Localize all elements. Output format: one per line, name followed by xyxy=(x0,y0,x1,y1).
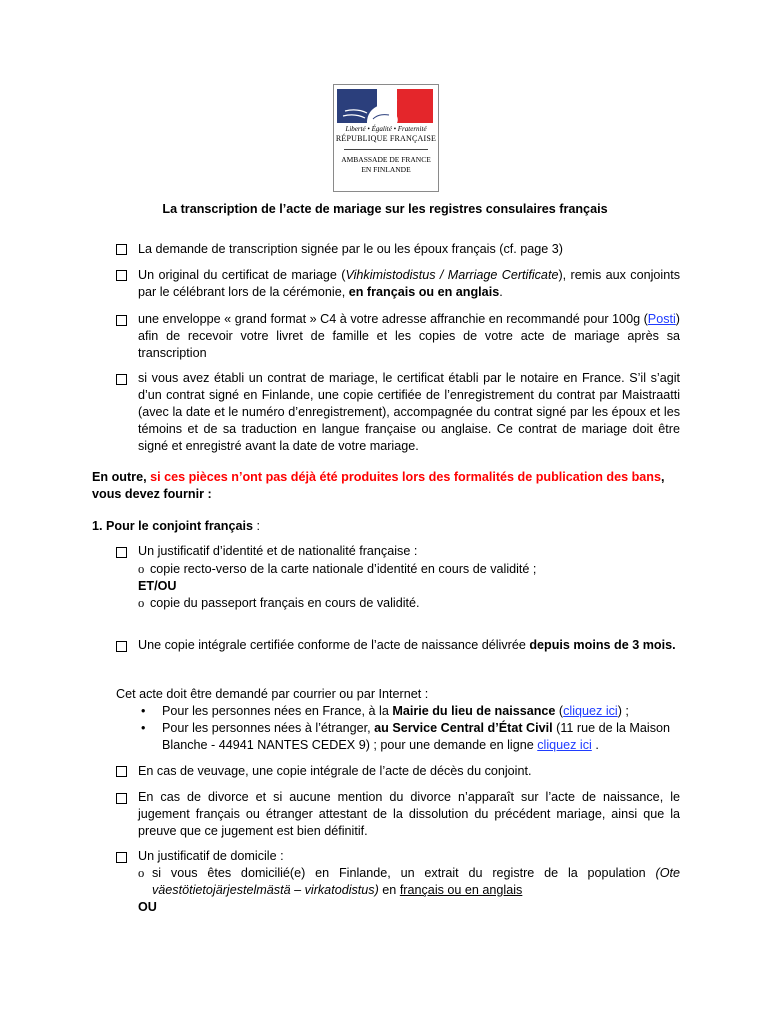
section-1-title: 1. Pour le conjoint français xyxy=(92,519,253,533)
identite-etou: ET/OU xyxy=(138,579,177,593)
bullet-2: • xyxy=(141,721,146,735)
bullet-1-b: ( xyxy=(555,704,564,718)
item-naissance xyxy=(138,637,680,654)
item-contrat: si vous avez établi un contrat de mariage, le certificat établi par le notaire en France. S’il s’agit d’un contrat signé en Finlande, une copie certifiée de l’enregistrement du contrat par Maistraatti (avec la date et le numéro d’enregistrement), accompagnée du contrat signé par les époux et les témoins et de sa traduction en langue française ou anglaise. Ce contrat de mariage doit être signé et enregistré avant la date de votre mariage. xyxy=(138,371,680,453)
enveloppe-text-a: une enveloppe « grand format » C4 à votre adresse affranchie en recommandé pour 100g ( xyxy=(138,312,648,326)
logo-divider xyxy=(344,149,428,150)
bullet-1: • xyxy=(141,704,146,718)
naissance-bold: depuis moins de 3 mois. xyxy=(529,638,676,652)
checkbox-divorce[interactable] xyxy=(116,793,127,804)
domicile-ou: OU xyxy=(138,900,157,914)
certificat-text-a: Un original du certificat de mariage ( xyxy=(138,268,346,282)
domicile-label: Un justificatif de domicile : xyxy=(138,849,284,863)
checkbox-contrat[interactable] xyxy=(116,374,127,385)
item-enveloppe xyxy=(138,311,680,362)
bullet-1-bold: Mairie du lieu de naissance xyxy=(392,704,556,718)
certificat-italic: Vihkimistodistus / Marriage Certificate xyxy=(345,268,559,282)
bullet-1-a: Pour les personnes nées en France, à la xyxy=(162,704,393,718)
certificat-text-c: . xyxy=(499,285,503,299)
bullet-2-b: (11 rue de la Maison Blanche - 44941 NANTES CEDEX 9) ; pour une demande en ligne xyxy=(162,721,670,752)
checkbox-certificat[interactable] xyxy=(116,270,127,281)
en-outre-paragraph xyxy=(92,469,692,503)
section-1-colon: : xyxy=(252,519,260,533)
bullet-2-a: Pour les personnes nées à l’étranger, xyxy=(162,721,375,735)
checkbox-identite[interactable] xyxy=(116,547,127,558)
logo-embassy xyxy=(334,155,438,175)
certificat-text-b: ), remis aux conjoints par le célébrant lors de la cérémonie, xyxy=(138,268,681,299)
bullet-2-text xyxy=(162,720,682,754)
en-outre-comma: , xyxy=(660,470,665,484)
identite-label: Un justificatif d’identité et de nationalité française : xyxy=(138,544,418,558)
embassy-line-1: AMBASSADE DE FRANCE xyxy=(341,155,431,164)
identite-option-2 xyxy=(138,595,420,612)
bullet-2-bold: au Service Central d’État Civil xyxy=(374,721,553,735)
logo-devise: Liberté • Égalité • Fraternité xyxy=(345,125,427,133)
logo-republique: RÉPUBLIQUE FRANÇAISE xyxy=(335,134,437,143)
identite-option-2-marker: o xyxy=(138,596,145,610)
checkbox-veuvage[interactable] xyxy=(116,766,127,777)
embassy-logo xyxy=(333,84,439,192)
domicile-option xyxy=(152,865,680,899)
page-title: La transcription de l’acte de mariage sur les registres consulaires français xyxy=(162,202,608,216)
mairie-link[interactable]: cliquez ici xyxy=(563,704,618,718)
posti-link[interactable]: Posti xyxy=(647,312,676,326)
domicile-text-b: en xyxy=(378,883,400,897)
bullet-1-c: ) ; xyxy=(617,704,629,718)
item-demande: La demande de transcription signée par le ou les époux français (cf. page 3) xyxy=(138,242,563,256)
item-veuvage: En cas de veuvage, une copie intégrale de l’acte de décès du conjoint. xyxy=(138,764,532,778)
enveloppe-text-b: ) afin de recevoir votre livret de famille et les copies de votre acte de mariage après sa transcription xyxy=(138,312,680,360)
section-1-heading xyxy=(92,518,260,535)
checkbox-demande[interactable] xyxy=(116,244,127,255)
checkbox-naissance[interactable] xyxy=(116,641,127,652)
domicile-underline: français ou en anglais xyxy=(399,883,523,897)
identite-option-1-text: copie recto-verso de la carte nationale d’identité en cours de validité ; xyxy=(150,562,537,576)
checkbox-enveloppe[interactable] xyxy=(116,315,127,326)
en-outre-lead: En outre, xyxy=(92,470,151,484)
scec-link[interactable]: cliquez ici xyxy=(537,738,592,752)
marianne-flag-icon xyxy=(337,89,433,123)
en-outre-line2: vous devez fournir : xyxy=(92,487,212,501)
certificat-bold: en français ou en anglais xyxy=(348,285,500,299)
en-outre-condition: si ces pièces n’ont pas déjà été produites lors des formalités de publication des bans xyxy=(150,470,661,484)
identite-option-2-text: copie du passeport français en cours de validité. xyxy=(150,596,420,610)
naissance-text: Une copie intégrale certifiée conforme de l’acte de naissance délivrée xyxy=(138,638,530,652)
demande-acte-intro: Cet acte doit être demandé par courrier ou par Internet : xyxy=(116,687,429,701)
embassy-line-2: EN FINLANDE xyxy=(361,165,411,174)
domicile-italic: (Ote väestötietojärjestelmästä – virkatodistus) xyxy=(152,866,680,897)
domicile-text-a: si vous êtes domicilié(e) en Finlande, un extrait du registre de la population xyxy=(152,866,656,880)
identite-option-1-marker: o xyxy=(138,562,145,576)
identite-option-1 xyxy=(138,561,536,578)
domicile-option-marker: o xyxy=(138,866,145,880)
item-certificat xyxy=(138,267,680,301)
item-divorce: En cas de divorce et si aucune mention du divorce n’apparaît sur l’acte de naissance, le jugement français ou étranger attestant de la dissolution du précédent mariage, ainsi que la preuve que ce jugement est bien définitif. xyxy=(138,790,680,838)
bullet-2-c: . xyxy=(591,738,599,752)
checkbox-domicile[interactable] xyxy=(116,852,127,863)
bullet-1-text xyxy=(162,703,682,720)
